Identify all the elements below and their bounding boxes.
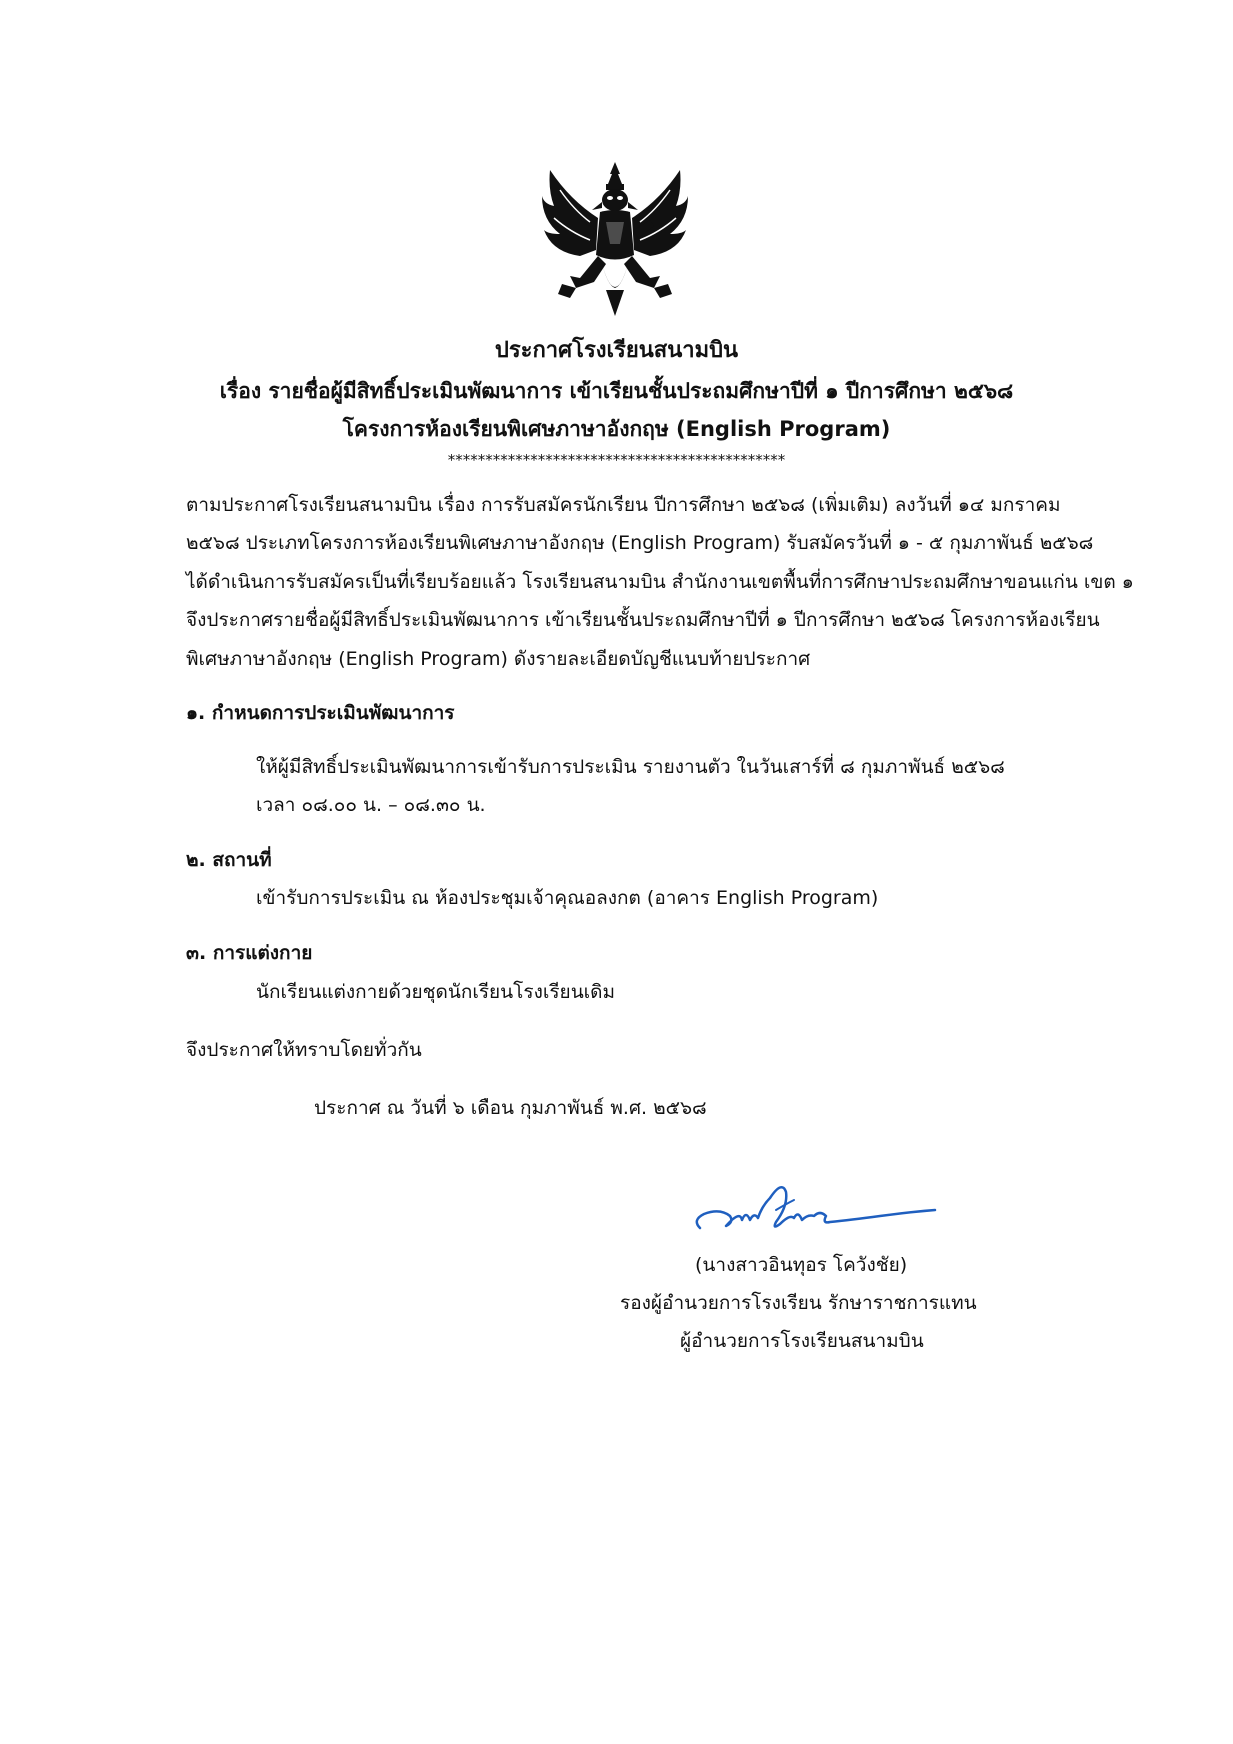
section-2-line-1: เข้ารับการประเมิน ณ ห้องประชุมเจ้าคุณอลงกต (อาคาร English Program)	[256, 887, 879, 909]
closing-statement: จึงประกาศให้ทราบโดยทั่วกัน	[186, 1039, 422, 1061]
section-3-line-1: นักเรียนแต่งกายด้วยชุดนักเรียนโรงเรียนเดิม	[256, 981, 616, 1003]
intro-line-3: ได้ดำเนินการรับสมัครเป็นที่เรียบร้อยแล้ว โรงเรียนสนามบิน สำนักงานเขตพื้นที่การศึกษาประถมศึกษาขอนแก่น เขต ๑	[186, 571, 1134, 593]
signatory-name: (นางสาวอินทุอร โควังชัย)	[695, 1254, 908, 1276]
section-3-heading: ๓. การแต่งกาย	[186, 942, 313, 964]
announcement-title: ประกาศโรงเรียนสนามบิน	[494, 338, 739, 363]
signature-icon	[690, 1170, 940, 1250]
section-1-line-1: ให้ผู้มีสิทธิ์ประเมินพัฒนาการเข้ารับการประเมิน รายงานตัว ในวันเสาร์ที่ ๘ กุมภาพันธ์ ๒๕๖๘	[256, 756, 1005, 778]
intro-line-1: ตามประกาศโรงเรียนสนามบิน เรื่อง การรับสมัครนักเรียน ปีการศึกษา ๒๕๖๘ (เพิ่มเติม) ลงวันที่ ๑๔ มกราคม	[186, 494, 1061, 516]
section-2-heading: ๒. สถานที่	[186, 849, 272, 871]
separator-line: *********************************************	[447, 451, 786, 469]
intro-line-5: พิเศษภาษาอังกฤษ (English Program) ดังรายละเอียดบัญชีแนบท้ายประกาศ	[186, 648, 811, 670]
announcement-date: ประกาศ ณ วันที่ ๖ เดือน กุมภาพันธ์ พ.ศ. ๒๕๖๘	[314, 1097, 707, 1119]
garuda-emblem-icon	[540, 160, 690, 320]
announcement-subject: เรื่อง รายชื่อผู้มีสิทธิ์ประเมินพัฒนาการ เข้าเรียนชั้นประถมศึกษาปีที่ ๑ ปีการศึกษา ๒๕๖๘	[219, 379, 1014, 403]
section-1-heading: ๑. กำหนดการประเมินพัฒนาการ	[186, 702, 455, 724]
intro-line-2: ๒๕๖๘ ประเภทโครงการห้องเรียนพิเศษภาษาอังกฤษ (English Program) รับสมัครวันที่ ๑ - ๕ กุมภาพันธ์ ๒๕๖๘	[186, 532, 1094, 554]
section-1-line-2: เวลา ๐๘.๐๐ น. – ๐๘.๓๐ น.	[256, 794, 486, 816]
signatory-position-2: ผู้อำนวยการโรงเรียนสนามบิน	[680, 1330, 924, 1352]
program-name: โครงการห้องเรียนพิเศษภาษาอังกฤษ (English Program)	[342, 417, 891, 441]
signatory-position-1: รองผู้อำนวยการโรงเรียน รักษาราชการแทน	[620, 1292, 977, 1314]
intro-line-4: จึงประกาศรายชื่อผู้มีสิทธิ์ประเมินพัฒนาการ เข้าเรียนชั้นประถมศึกษาปีที่ ๑ ปีการศึกษา ๒๕๖๘ โครงการห้องเรียน	[186, 609, 1100, 631]
